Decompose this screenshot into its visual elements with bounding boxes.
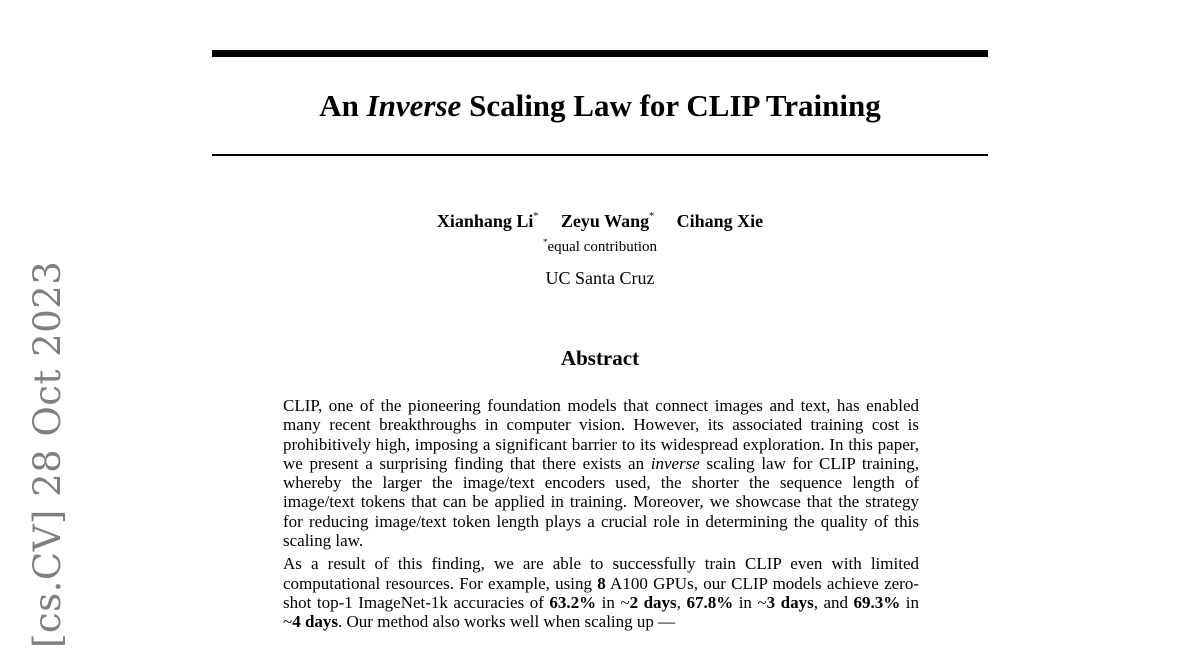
abstract-heading: Abstract xyxy=(560,346,640,370)
arxiv-stamp: [cs.CV] 28 Oct 2023 xyxy=(26,260,69,648)
title-bottom-rule xyxy=(212,154,988,156)
affiliation: UC Santa Cruz xyxy=(545,268,655,288)
author-list xyxy=(212,209,988,233)
abstract-body xyxy=(283,396,919,636)
paper-title: An Inverse Scaling Law for CLIP Training xyxy=(319,88,881,123)
author-1: Xianhang Li* xyxy=(436,211,539,231)
title-top-rule xyxy=(212,50,988,57)
author-3: Cihang Xie xyxy=(676,211,764,231)
equal-contribution-note: *equal contribution xyxy=(542,237,658,255)
abstract-paragraph-1: CLIP, one of the pioneering foundation models that connect images and text, has enabled many recent breakthroughs in computer vision. However, its associated training cost is prohibitively high, imposing a significant barrier to its widespread exploration. In this paper, we present a surprising finding that there exists an inverse scaling law for CLIP training, whereby the larger the image/text encoders used, the shorter the sequence length of image/text tokens that can be applied in training. Moreover, we showcase that the strategy for reducing image/text token length plays a crucial role in determining the quality of this scaling law. xyxy=(283,396,919,551)
author-2: Zeyu Wang* xyxy=(560,211,655,231)
title-emphasis: Inverse xyxy=(366,88,462,123)
abstract-paragraph-2: As a result of this finding, we are able to successfully train CLIP even with limited computational resources. For example, using 8 A100 GPUs, our CLIP models achieve zero-shot top-1 ImageNet-1k accuracies of 63.2% in ~2 days, 67.8% in ~3 days, and 69.3% in ~4 days. Our method also works well when scaling up — xyxy=(283,554,920,632)
